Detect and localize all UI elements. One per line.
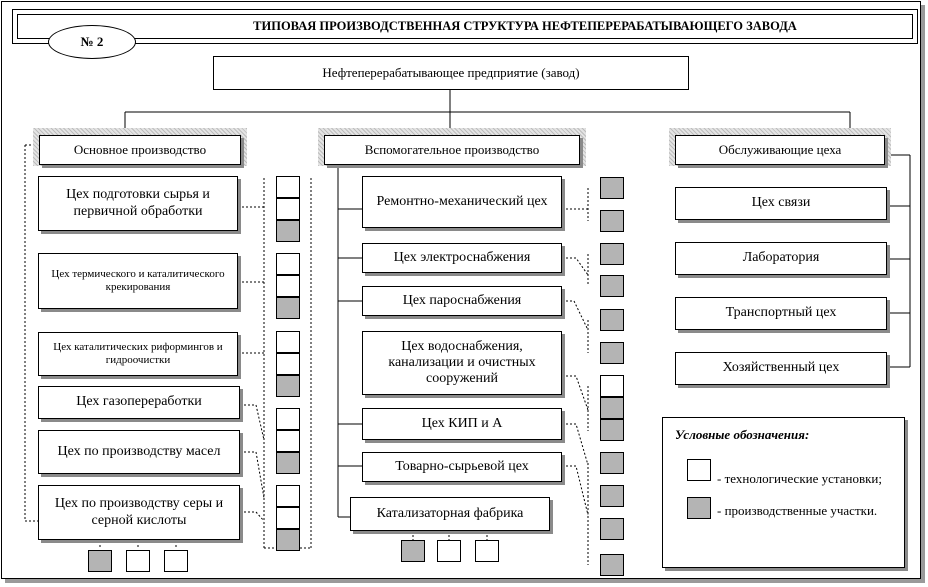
installation-square [475,540,499,562]
area-square [88,550,112,572]
area-square [600,554,624,576]
service-shop-3: Транспортный цех [675,297,887,330]
root-node: Нефтеперерабатывающее предприятие (завод) [213,56,689,90]
legend-gray-label: - производственные участки. [717,503,878,518]
category-main-label: Основное производство [39,135,241,165]
area-square [600,210,624,232]
service-shop-1: Цех связи [675,187,887,220]
title-band [12,9,918,44]
area-square [600,452,624,474]
service-shop-2: Лаборатория [675,242,887,275]
area-square [276,297,300,319]
category-service-label: Обслуживающие цеха [675,135,885,165]
legend [662,417,905,568]
main-shop-3: Цех каталитических риформингов и гидроочистки [38,332,238,376]
installation-square [276,485,300,507]
main-shop-6: Цех по производству серы и серной кислоты [38,485,240,540]
aux-shop-7: Катализаторная фабрика [350,497,550,531]
service-shop-4: Хозяйственный цех [675,352,887,385]
installation-square [276,198,300,220]
main-shop-2: Цех термического и каталитического крекирования [38,253,238,309]
legend-gray-swatch [687,497,711,519]
installation-square [276,253,300,275]
aux-shop-6: Товарно-сырьевой цех [362,452,562,482]
category-service [669,128,891,166]
installation-square [276,331,300,353]
area-square [600,518,624,540]
aux-shop-1: Ремонтно-механический цех [362,176,562,228]
aux-shop-5: Цех КИП и А [362,408,562,440]
area-square [600,309,624,331]
area-square [600,485,624,507]
area-square [600,419,624,441]
installation-square [276,353,300,375]
aux-shop-2: Цех электроснабжения [362,243,562,273]
installation-square [276,507,300,529]
aux-shop-3: Цех пароснабжения [362,286,562,316]
area-square [276,529,300,551]
legend-white-swatch [687,459,711,481]
installation-square [276,430,300,452]
diagram-number-badge: № 2 [48,25,136,59]
legend-white-label: - технологические установки; [717,471,882,486]
area-square [276,375,300,397]
aux-shop-4: Цех водоснабжения, канализации и очистных сооружений [362,331,562,395]
area-square [276,220,300,242]
main-shop-1: Цех подготовки сырья и первичной обработки [38,176,238,231]
category-auxiliary-label: Вспомогательное производство [324,135,580,165]
main-shop-5: Цех по производству масел [38,430,240,474]
legend-title: Условные обозначения: [675,427,810,442]
main-shop-4: Цех газопереработки [38,386,240,419]
category-main [33,128,247,166]
installation-square [437,540,461,562]
page-title: ТИПОВАЯ ПРОИЗВОДСТВЕННАЯ СТРУКТУРА НЕФТЕПЕРЕРАБАТЫВАЮЩЕГО ЗАВОДА [17,14,913,39]
area-square [401,540,425,562]
installation-square [276,275,300,297]
installation-square [164,550,188,572]
category-auxiliary [318,128,586,166]
area-square [600,342,624,364]
area-square [600,243,624,265]
installation-square [276,408,300,430]
area-square [600,177,624,199]
installation-square [276,176,300,198]
area-square [600,397,624,419]
installation-square [600,375,624,397]
area-square [276,452,300,474]
area-square [600,275,624,297]
installation-square [126,550,150,572]
